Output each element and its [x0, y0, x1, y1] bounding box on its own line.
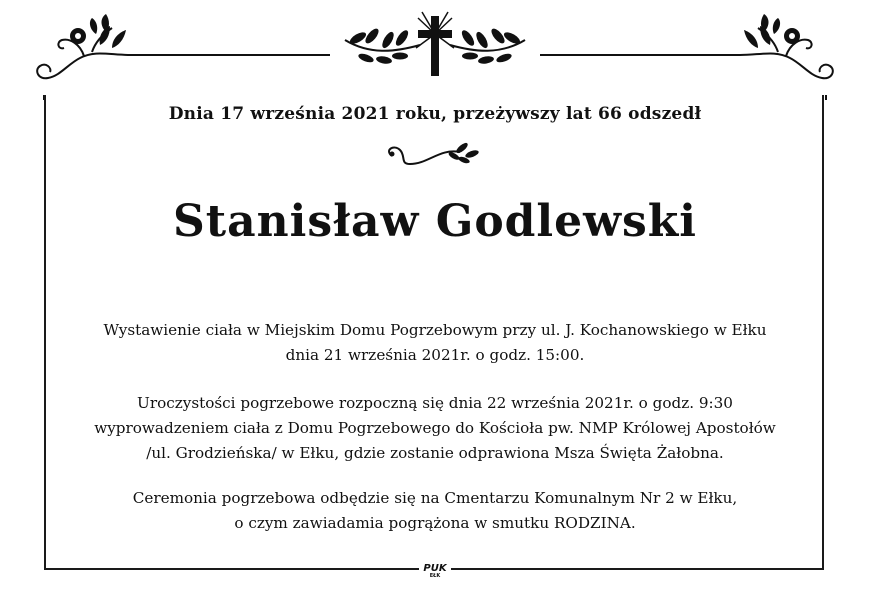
- deceased-name: Stanisław Godlewski: [173, 196, 697, 247]
- paragraph-line: Ceremonia pogrzebowa odbędzie się na Cmentarzu Komunalnym Nr 2 w Ełku,: [132, 489, 738, 507]
- paragraph-line: /ul. Grodzieńska/ w Ełku, gdzie zostanie odprawiona Msza Święta Żałobna.: [146, 444, 724, 462]
- right-flourish-icon: [740, 28, 833, 78]
- puk-logo: [419, 563, 451, 585]
- leaf-ornament-icon: [448, 142, 480, 164]
- logo-text: PUK: [419, 563, 451, 574]
- top-ornament: [0, 0, 870, 100]
- paragraph-line: Wystawienie ciała w Miejskim Domu Pogrzebowym przy ul. J. Kochanowskiego w Ełku: [103, 321, 767, 339]
- logo-subtext: EŁK: [429, 573, 441, 579]
- left-flourish-icon: [37, 28, 130, 78]
- funeral-paragraph: [50, 391, 820, 466]
- intro-line: Dnia 17 września 2021 roku, przeżywszy lat 66 odszedł: [168, 104, 702, 124]
- paragraph-line: o czym zawiadamia pogrążona w smutku RODZINA.: [234, 514, 636, 532]
- ceremony-paragraph: [50, 486, 820, 536]
- paragraph-line: wyprowadzeniem ciała z Domu Pogrzebowego do Kościoła pw. NMP Królowej Apostołów: [94, 419, 776, 437]
- cross-icon: [416, 12, 454, 76]
- swirl-ornament-icon: [380, 142, 490, 172]
- paragraph-line: dnia 21 września 2021r. o godz. 15:00.: [285, 346, 585, 364]
- viewing-paragraph: [50, 318, 820, 368]
- paragraph-line: Uroczystości pogrzebowe rozpoczną się dnia 22 września 2021r. o godz. 9:30: [137, 394, 733, 412]
